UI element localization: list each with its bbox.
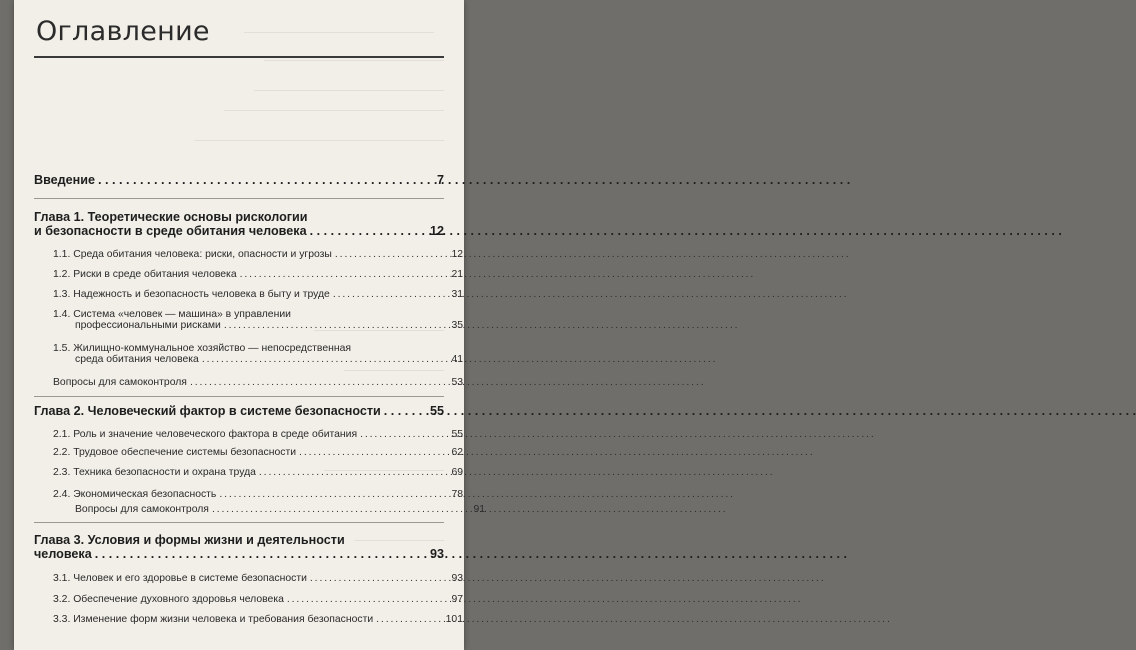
book-page (14, 0, 485, 650)
toc-page-number: 41 (451, 354, 463, 365)
leader-dots (224, 320, 449, 331)
leader-dots (384, 404, 427, 418)
toc-page-number: 93 (429, 547, 444, 561)
toc-section-label: 2.2. Трудовое обеспечение системы безопасности (53, 447, 297, 458)
toc-section[interactable] (34, 614, 463, 625)
toc-entry-intro[interactable] (34, 173, 444, 187)
toc-section-label: 1.1. Среда обитания человека: риски, опасности и угрозы (53, 249, 332, 260)
chapter-title-line: Глава 1. Теоретические основы рискологии (34, 210, 308, 224)
toc-section[interactable] (34, 343, 463, 365)
leader-dots (202, 354, 449, 365)
toc-section[interactable] (34, 594, 463, 605)
toc-section-label: 3.1. Человек и его здоровье в системе безопасности (53, 573, 307, 584)
leader-dots (240, 269, 449, 280)
toc-section-label: 1.4. Система «человек — машина» в управлении (53, 309, 291, 320)
section-divider (34, 522, 444, 523)
toc-page-number: 91 (473, 504, 485, 515)
leader-dots (376, 614, 443, 625)
toc-page-number: 12 (429, 224, 444, 238)
toc-page-number: 97 (451, 594, 463, 605)
chapter-title-line: Глава 3. Условия и формы жизни и деятельности (34, 533, 345, 547)
toc-entry-label: Введение (34, 173, 96, 187)
toc-chapter-2[interactable] (34, 404, 444, 418)
toc-page-number: 31 (451, 289, 463, 300)
leader-dots (219, 489, 448, 500)
toc-section-label: профессиональными рисками (75, 320, 221, 331)
toc-page-number: 35 (451, 320, 463, 331)
toc-section-label: Вопросы для самоконтроля (53, 377, 187, 388)
toc-page-number: 101 (445, 614, 463, 625)
toc-chapter-1[interactable] (34, 210, 444, 238)
toc-page-number: 21 (451, 269, 463, 280)
leader-dots (259, 467, 449, 478)
chapter-title-line: Глава 2. Человеческий фактор в системе безопасности (34, 404, 381, 418)
chapter-title-line: человека (34, 547, 92, 561)
toc-section[interactable] (34, 269, 463, 280)
toc-page-number: 93 (451, 573, 463, 584)
leader-dots (287, 594, 449, 605)
toc-section[interactable] (34, 289, 463, 300)
leader-dots (310, 224, 427, 238)
toc-self-check[interactable] (34, 377, 463, 388)
toc-section-label: 1.5. Жилищно-коммунальное хозяйство — непосредственная (53, 343, 351, 354)
leader-dots (360, 429, 448, 440)
toc-section-label: 2.3. Техника безопасности и охрана труда (53, 467, 256, 478)
toc-page-number: 12 (451, 249, 463, 260)
toc-section-label: 2.1. Роль и значение человеческого фактора в среде обитания (53, 429, 358, 440)
section-divider (34, 198, 444, 199)
toc-section-label: 1.3. Надежность и безопасность человека в быту и труде (53, 289, 330, 300)
leader-dots (212, 504, 471, 515)
toc-section-label: среда обитания человека (75, 354, 199, 365)
leader-dots (310, 573, 449, 584)
toc-section-label: 1.2. Риски в среде обитания человека (53, 269, 237, 280)
chapter-title-line: и безопасности в среде обитания человека (34, 224, 307, 238)
toc-page-number: 78 (451, 489, 463, 500)
leader-dots (299, 447, 448, 458)
toc-page-number: 62 (451, 447, 463, 458)
toc-self-check[interactable] (34, 504, 485, 515)
toc-page-number: 53 (451, 377, 463, 388)
toc-section[interactable] (34, 467, 463, 478)
section-divider (34, 396, 444, 397)
toc-page-number: 55 (451, 429, 463, 440)
toc-section[interactable] (34, 447, 463, 458)
toc-section-label: Вопросы для самоконтроля (75, 504, 209, 515)
toc-section[interactable] (34, 429, 463, 440)
leader-dots (333, 289, 449, 300)
toc-section[interactable] (34, 489, 463, 500)
toc-section[interactable] (34, 249, 463, 260)
toc-section-label: 3.2. Обеспечение духовного здоровья человека (53, 594, 284, 605)
toc-page-number: 69 (451, 467, 463, 478)
title-underline (34, 56, 444, 58)
page-title: Оглавление (36, 16, 210, 47)
leader-dots (335, 249, 449, 260)
toc-section[interactable] (34, 573, 463, 584)
toc-section-label: 2.4. Экономическая безопасность (53, 489, 217, 500)
toc-page-number: 55 (429, 404, 444, 418)
leader-dots (190, 377, 449, 388)
toc-chapter-3[interactable] (34, 533, 444, 561)
toc-section-label: 3.3. Изменение форм жизни человека и требования безопасности (53, 614, 374, 625)
toc-page-number: 7 (436, 173, 444, 187)
leader-dots (95, 547, 427, 561)
leader-dots (98, 173, 434, 187)
toc-section[interactable] (34, 309, 463, 331)
